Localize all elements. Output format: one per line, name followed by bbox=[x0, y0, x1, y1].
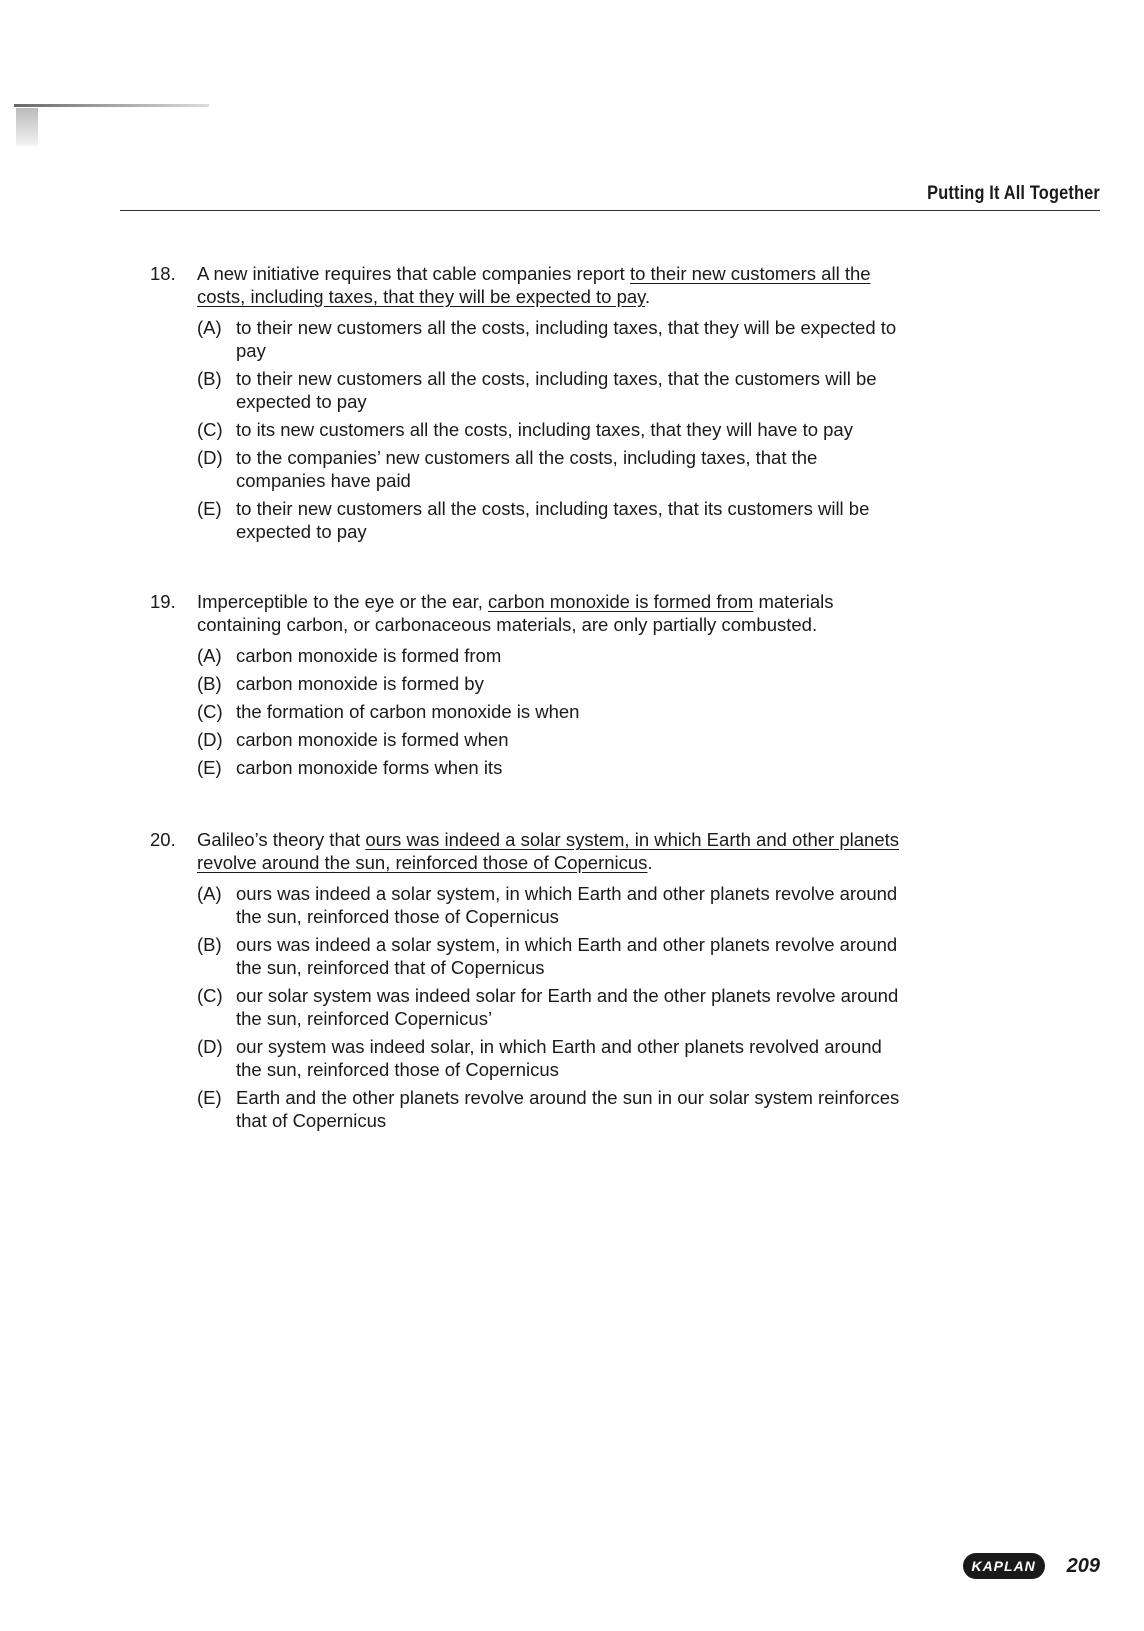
choice-letter: (B) bbox=[197, 368, 222, 389]
question-text bbox=[197, 590, 910, 636]
question-text bbox=[197, 828, 910, 874]
choice-letter: (E) bbox=[197, 757, 222, 778]
choice-letter: (E) bbox=[197, 498, 222, 519]
answer-choice[interactable] bbox=[197, 700, 910, 723]
page-number: 209 bbox=[1066, 1554, 1100, 1577]
question-stem bbox=[150, 590, 910, 636]
choice-letter: (D) bbox=[197, 1036, 223, 1057]
stem-lead: Galileo’s theory that bbox=[197, 829, 366, 850]
choice-letter: (B) bbox=[197, 673, 222, 694]
header-rule bbox=[120, 210, 1100, 211]
choice-letter: (C) bbox=[197, 419, 223, 440]
answer-choice[interactable] bbox=[197, 446, 910, 492]
choice-text: ours was indeed a solar system, in which Earth and other planets revolve around the sun, reinforced that of Copernicus bbox=[236, 934, 898, 978]
choice-letter: (D) bbox=[197, 729, 223, 750]
answer-choice[interactable] bbox=[197, 933, 910, 979]
choice-text: our system was indeed solar, in which Earth and other planets revolved around the sun, reinforced those of Copernicus bbox=[236, 1036, 882, 1080]
question-number: 19. bbox=[150, 591, 176, 612]
scan-corner-mark bbox=[14, 104, 209, 107]
stem-underlined: ours was indeed a solar system, in which Earth and other planets revolve around the sun, reinforced those of Copernicus bbox=[197, 829, 900, 873]
answer-choice[interactable] bbox=[197, 672, 910, 695]
question-18 bbox=[150, 262, 910, 548]
stem-underlined: carbon monoxide is formed from bbox=[488, 591, 754, 612]
answer-choices bbox=[197, 882, 910, 1132]
choice-text: ours was indeed a solar system, in which Earth and other planets revolve around the sun, reinforced those of Copernicus bbox=[236, 883, 898, 927]
answer-choices bbox=[197, 316, 910, 543]
choice-text: Earth and the other planets revolve around the sun in our solar system reinforces that of Copernicus bbox=[236, 1087, 900, 1131]
choice-text: carbon monoxide is formed when bbox=[236, 729, 509, 750]
question-19 bbox=[150, 590, 910, 784]
question-stem bbox=[150, 828, 910, 874]
question-number: 18. bbox=[150, 263, 176, 284]
choice-letter: (B) bbox=[197, 934, 222, 955]
answer-choice[interactable] bbox=[197, 418, 910, 441]
answer-choice[interactable] bbox=[197, 367, 910, 413]
answer-choice[interactable] bbox=[197, 1035, 910, 1081]
choice-letter: (E) bbox=[197, 1087, 222, 1108]
question-number: 20. bbox=[150, 829, 176, 850]
choice-text: carbon monoxide is formed from bbox=[236, 645, 502, 666]
stem-tail: materials containing carbon, or carbonaceous materials, are only partially combusted. bbox=[197, 591, 834, 635]
choice-letter: (A) bbox=[197, 645, 222, 666]
stem-lead: Imperceptible to the eye or the ear, bbox=[197, 591, 489, 612]
choice-text: to their new customers all the costs, including taxes, that its customers will be expected to pay bbox=[236, 498, 870, 542]
answer-choice[interactable] bbox=[197, 644, 910, 667]
running-head: Putting It All Together bbox=[927, 183, 1100, 204]
stem-tail: . bbox=[645, 286, 651, 307]
answer-choice[interactable] bbox=[197, 316, 910, 362]
choice-text: to the companies’ new customers all the costs, including taxes, that the companies have paid bbox=[236, 447, 818, 491]
choice-letter: (A) bbox=[197, 317, 222, 338]
kaplan-logo: KAPLAN bbox=[963, 1553, 1045, 1579]
answer-choices bbox=[197, 644, 910, 779]
answer-choice[interactable] bbox=[197, 1086, 910, 1132]
answer-choice[interactable] bbox=[197, 497, 910, 543]
choice-text: carbon monoxide is formed by bbox=[236, 673, 484, 694]
answer-choice[interactable] bbox=[197, 984, 910, 1030]
choice-letter: (D) bbox=[197, 447, 223, 468]
choice-text: to its new customers all the costs, including taxes, that they will have to pay bbox=[236, 419, 853, 440]
choice-text: our solar system was indeed solar for Earth and the other planets revolve around the sun, reinforced Copernicus’ bbox=[236, 985, 899, 1029]
stem-tail: . bbox=[647, 852, 653, 873]
answer-choice[interactable] bbox=[197, 728, 910, 751]
question-20 bbox=[150, 828, 910, 1137]
choice-text: to their new customers all the costs, including taxes, that the customers will be expected to pay bbox=[236, 368, 877, 412]
scan-corner-shadow bbox=[16, 108, 38, 146]
choice-text: the formation of carbon monoxide is when bbox=[236, 701, 580, 722]
question-text bbox=[197, 262, 910, 308]
answer-choice[interactable] bbox=[197, 882, 910, 928]
choice-letter: (C) bbox=[197, 985, 223, 1006]
choice-letter: (A) bbox=[197, 883, 222, 904]
question-stem bbox=[150, 262, 910, 308]
answer-choice[interactable] bbox=[197, 756, 910, 779]
stem-lead: A new initiative requires that cable companies report bbox=[197, 263, 630, 284]
page-footer bbox=[963, 1553, 1100, 1579]
choice-text: to their new customers all the costs, including taxes, that they will be expected to pay bbox=[236, 317, 897, 361]
choice-text: carbon monoxide forms when its bbox=[236, 757, 503, 778]
choice-letter: (C) bbox=[197, 701, 223, 722]
stem-underlined: to their new customers all the costs, including taxes, that they will be expected to pay bbox=[197, 263, 871, 307]
